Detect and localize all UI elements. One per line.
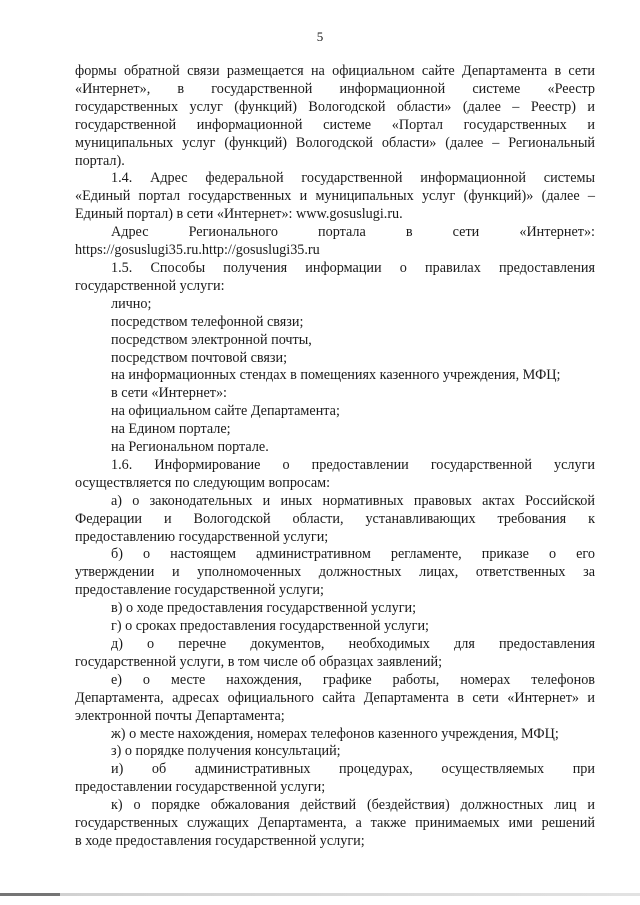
list-1-5 [75, 296, 595, 457]
list-item: в сети «Интернет»: [111, 385, 228, 402]
text-line: Адрес Регионального портала в сети «Интернет»: [111, 224, 595, 241]
paragraph-item-k [75, 797, 595, 851]
text-line: е) о месте нахождения, графике работы, номерах телефонов [111, 671, 595, 688]
list-item: на официальном сайте Департамента; [111, 403, 340, 420]
text-line: Департамента, адресах официального сайта Департамента в сети «Интернет» и [75, 689, 595, 706]
text-line: и) об административных процедурах, осуществляемых при [111, 761, 595, 778]
text-line: к) о порядке обжалования действий (бездействия) должностных лиц и [111, 797, 595, 814]
list-item: на Едином портале; [111, 421, 231, 438]
text-line: государственной услуги: [75, 277, 225, 294]
paragraph-regional-address [75, 224, 595, 260]
paragraph-item-d [75, 636, 595, 672]
text-line: 1.5. Способы получения информации о правилах предоставления [111, 259, 595, 276]
text-line: Федерации и Вологодской области, устанавливающих требования к [75, 510, 595, 527]
paragraph-item-z [75, 743, 595, 761]
text-line: б) о настоящем административном регламенте, приказе о его [111, 546, 595, 563]
text-line: г) о сроках предоставления государственной услуги; [111, 618, 429, 635]
list-item: посредством электронной почты, [111, 331, 312, 348]
text-line: государственной информационной системе «Портал государственных и [75, 116, 595, 133]
link-text: https://gosuslugi35.ru.http://gosuslugi35.ru [75, 242, 320, 259]
paragraph-item-a [75, 493, 595, 547]
text-line: утверждении и уполномоченных должностных лицах, ответственных за [75, 564, 595, 581]
text-line: государственной услуги, в том числе об образцах заявлений; [75, 653, 443, 670]
text-line: ж) о месте нахождения, номерах телефонов казенного учреждения, МФЦ; [111, 725, 559, 742]
paragraph-item-zh [75, 726, 595, 744]
text-line: портал). [75, 152, 125, 169]
paragraph-item-g [75, 618, 595, 636]
paragraph-item-v [75, 600, 595, 618]
text-line: осуществляется по следующим вопросам: [75, 474, 331, 491]
paragraph-1-5 [75, 260, 595, 296]
list-item: на Региональном портале. [111, 439, 269, 456]
text-line: предоставлении государственной услуги; [75, 779, 326, 796]
text-line: 1.6. Информирование о предоставлении государственной услуги [111, 456, 595, 473]
text-line: д) о перечне документов, необходимых для предоставления [111, 636, 595, 652]
text-line: з) о порядке получения консультаций; [111, 743, 341, 760]
text-line: в ходе предоставления государственной услуги; [75, 832, 365, 849]
paragraph-item-i [75, 761, 595, 797]
text-line: Единый портал) в сети «Интернет»: www.gosuslugi.ru. [75, 206, 403, 223]
text-line: в) о ходе предоставления государственной услуги; [111, 600, 417, 617]
list-item: лично; [111, 295, 152, 312]
text-line: а) о законодательных и иных нормативных правовых актах Российской [111, 492, 595, 509]
text-line: муниципальных услуг (функций) Вологодской области» (далее – Региональный [75, 134, 595, 151]
text-line: «Интернет», в государственной информационной системе «Реестр [75, 80, 595, 97]
text-line: формы обратной связи размещается на официальном сайте Департамента в сети [75, 63, 595, 79]
paragraph-1-6 [75, 457, 595, 493]
paragraph-item-b [75, 546, 595, 600]
paragraph-intro [75, 63, 595, 170]
text-line: электронной почты Департамента; [75, 707, 285, 724]
document-body [75, 63, 595, 851]
paragraph-item-e [75, 672, 595, 726]
list-item: посредством телефонной связи; [111, 313, 304, 330]
scan-edge-divider [0, 893, 640, 896]
text-line: 1.4. Адрес федеральной государственной информационной системы [111, 170, 595, 187]
text-line: государственных услуг (функций) Вологодской области» (далее – Реестр) и [75, 98, 595, 115]
text-line: предоставлению государственной услуги; [75, 528, 329, 545]
text-line: предоставление государственной услуги; [75, 582, 324, 599]
text-line: «Единый портал государственных и муниципальных услуг (функций)» (далее – [75, 188, 595, 205]
list-item: на информационных стендах в помещениях казенного учреждения, МФЦ; [111, 367, 561, 384]
paragraph-1-4 [75, 170, 595, 224]
text-line: государственных служащих Департамента, а также принимаемых ими решений [75, 815, 595, 832]
list-item: посредством почтовой связи; [111, 349, 288, 366]
page-number: 5 [316, 29, 324, 44]
